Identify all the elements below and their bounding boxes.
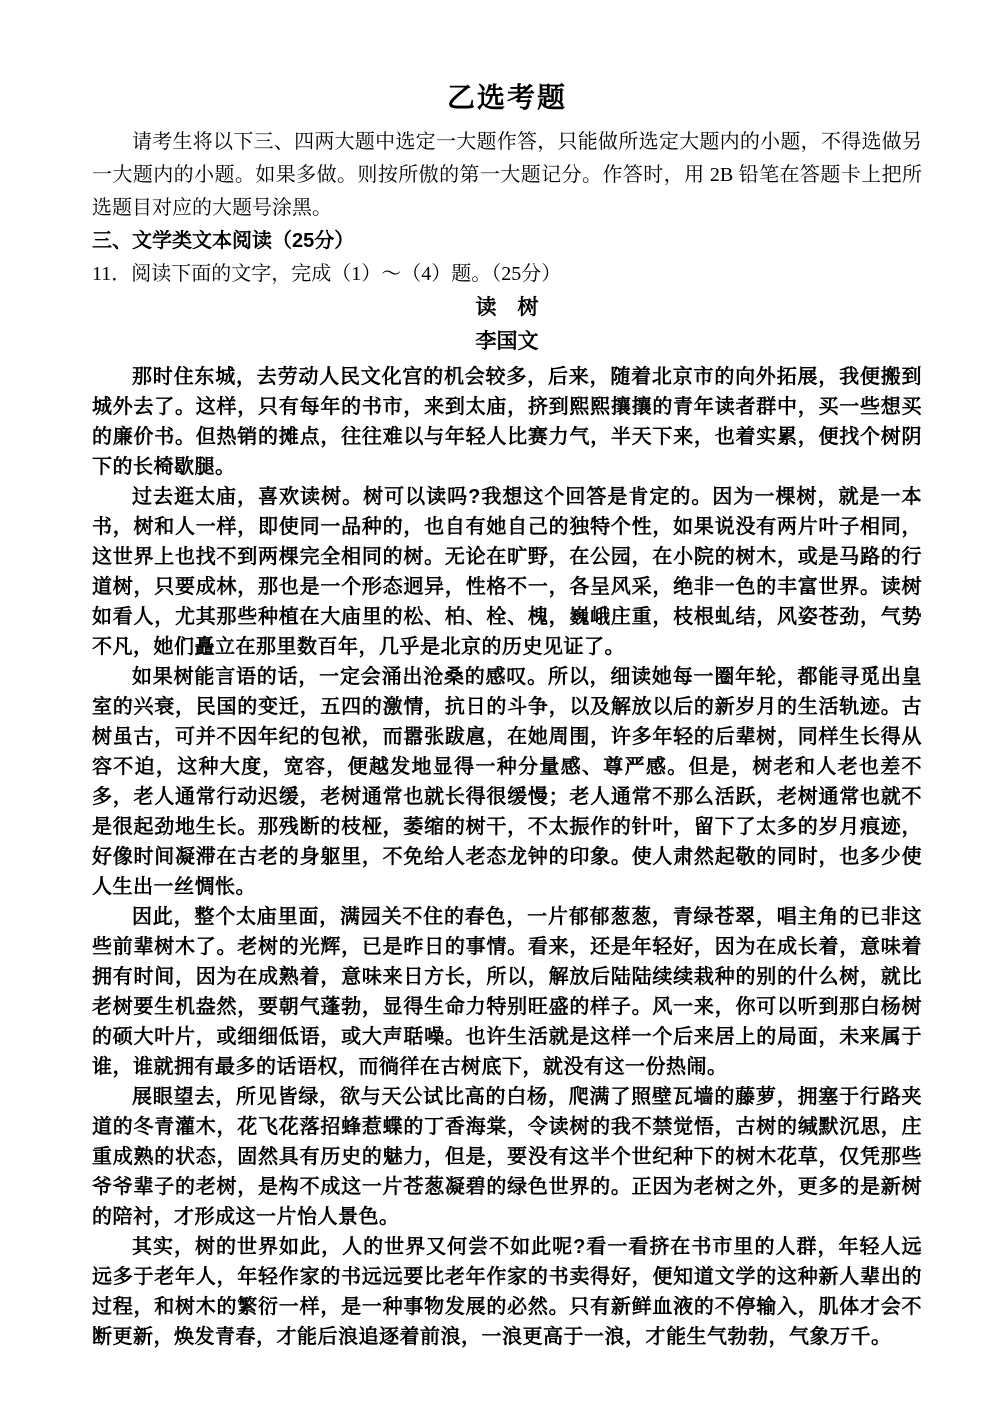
passage-author: 李国文 (475, 330, 539, 353)
section-heading-literary-reading: 三、文学类文本阅读（25分） (92, 230, 355, 252)
passage-body (92, 362, 922, 1352)
passage-paragraph-5: 展眼望去，所见皆绿，欲与天公试比高的白杨，爬满了照壁瓦墙的藤萝，拥塞于行路夹道的冬青灌木，花飞花落招蜂惹蝶的丁香海棠，令读树的我不禁觉悟，古树的缄默沉思，庄重成熟的状态，固然具有历史的魅力，但是，要没有这半个世纪种下的树木花草，仅凭那些爷爷辈子的老树，是构不成这一片苍葱凝碧的绿色世界的。正因为老树之外，更多的是新树的陪衬，才形成这一片怡人景色。 (92, 1086, 922, 1228)
passage-title: 读 树 (475, 296, 539, 319)
passage-paragraph-6: 其实，树的世界如此，人的世界又何尝不如此呢?看一看挤在书市里的人群，年轻人远远多于老年人，年轻作家的书远远要比老年作家的书卖得好，便知道文学的这种新人辈出的过程，和树木的繁衍一样，是一种事物发展的必然。只有新鲜血液的不停输入，肌体才会不断更新，焕发青春，才能后浪追逐着前浪，一浪更高于一浪，才能生气勃勃，气象万千。 (92, 1236, 922, 1348)
passage-paragraph-2: 过去逛太庙，喜欢读树。树可以读吗?我想这个回答是肯定的。因为一棵树，就是一本书，树和人一样，即使同一品种的，也自有她自己的独特个性，如果说没有两片叶子相同，这世界上也找不到两棵完全相同的树。无论在旷野，在公园，在小院的树木，或是马路的行道树，只要成林，那也是一个形态迥异，性格不一，各呈风采，绝非一色的丰富世界。读树如看人，尤其那些种植在大庙里的松、柏、栓、槐，巍峨庄重，枝根虬结，风姿苍劲，气势不凡，她们矗立在那里数百年，几乎是北京的历史见证了。 (92, 486, 922, 658)
exam-instructions: 请考生将以下三、四两大题中选定一大题作答，只能做所选定大题内的小题，不得选做另一大题内的小题。如果多做。则按所傲的第一大题记分。作答时，用 2B 铅笔在答题卡上把所选题目对应的大题号涂黑。 (92, 131, 922, 219)
passage-paragraph-4: 因此，整个太庙里面，满园关不住的春色，一片郁郁葱葱，青绿苍翠，唱主角的已非这些前辈树木了。老树的光辉，已是昨日的事情。看来，还是年轻好，因为在成长着，意味着拥有时间，因为在成熟着，意味来日方长，所以，解放后陆陆续续栽种的别的什么树，就比老树要生机盎然，要朝气蓬勃，显得生命力特别旺盛的样子。风一来，你可以听到那白杨树的硕大叶片，或细细低语，或大声聒噪。也许生活就是这样一个后来居上的局面，未来属于谁，谁就拥有最多的话语权，而徜徉在古树底下，就没有这一份热闹。 (92, 906, 922, 1078)
passage-paragraph-1: 那时住东城，去劳动人民文化宫的机会较多，后来，随着北京市的向外拓展，我便搬到城外去了。这样，只有每年的书市，来到太庙，挤到熙熙攘攘的青年读者群中，买一些想买的廉价书。但热销的摊点，往往难以与年轻人比赛力气，半天下来，也着实累，便找个树阴下的长椅歇腿。 (92, 366, 922, 478)
document-title: 乙选考题 (446, 83, 567, 114)
passage-paragraph-3: 如果树能言语的话，一定会涌出沧桑的感叹。所以，细读她每一圈年轮，都能寻觅出皇室的兴衰，民国的变迁，五四的激情，抗日的斗争，以及解放以后的新岁月的生活轨迹。古树虽古，可并不因年纪的包袱，而嚣张跋扈，在她周围，许多年轻的后辈树，同样生长得从容不迫，这种大度，宽容，便越发地显得一种分量感、尊严感。但是，树老和人老也差不多，老人通常行动迟缓，老树通常也就长得很缓慢；老人通常不那么活跃，老树通常也就不是很起劲地生长。那残断的枝桠，萎缩的树干，不太振作的针叶，留下了太多的岁月痕迹，好像时间凝滞在古老的身躯里，不免给人老态龙钟的印象。使人肃然起敬的同时，也多少使人生出一丝惆怅。 (92, 666, 922, 898)
question-11-intro: 11．阅读下面的文字，完成（1）～（4）题。（25分） (92, 263, 562, 285)
